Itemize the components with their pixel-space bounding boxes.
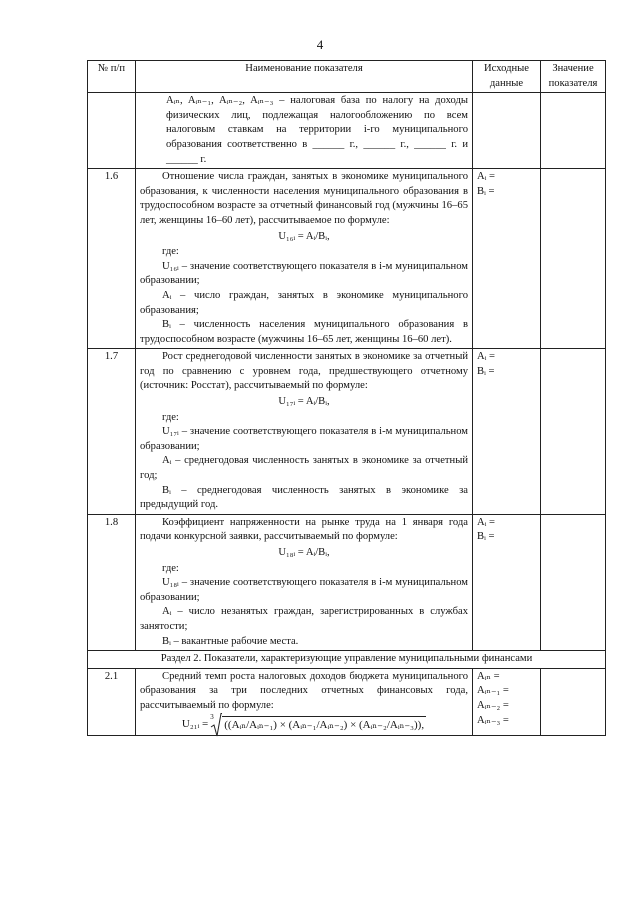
indicator-formula: U₁₇ᵢ = Aᵢ/Bᵢ, — [278, 396, 330, 408]
source-ain-1: Aᵢₙ₋₁ = — [477, 685, 509, 697]
definition-b: Bᵢ – численность населения муниципального образования в трудоспособном возрасте (мужчины 16–65 лет, женщины 16–60 лет). — [140, 319, 468, 345]
definition-u: U₁₇ᵢ – значение соответствующего показателя в i-м муниципальном образовании; — [140, 426, 468, 452]
row-number: 1.8 — [88, 514, 136, 650]
source-data-cell — [473, 169, 541, 349]
definition-u: U₁₈ᵢ – значение соответствующего показателя в i-м муниципальном образовании; — [140, 577, 468, 603]
where-label: где: — [162, 411, 179, 423]
source-data-cell — [473, 349, 541, 515]
indicator-description: Коэффициент напряженности на рынке труда на 1 января года подачи конкурсной заявки, рассчитываемый по формуле: — [140, 516, 468, 543]
value-cell — [541, 169, 606, 349]
root-index: 3 — [210, 712, 214, 721]
source-ain-2: Aᵢₙ₋₂ = — [477, 699, 509, 711]
indicator-cell — [136, 514, 473, 650]
indicator-cell — [136, 169, 473, 349]
source-a: Aᵢ = — [477, 171, 496, 183]
table-row — [88, 349, 606, 515]
indicator-cell — [136, 668, 473, 735]
definition-a: Aᵢ – число незанятых граждан, зарегистрированных в службах занятости; — [140, 606, 468, 632]
indicator-cell — [136, 349, 473, 515]
formula-radicand: ((Aᵢₙ/Aᵢₙ₋₁) × (Aᵢₙ₋₁/Aᵢₙ₋₂) × (Aᵢₙ₋₂/Aᵢₙ₋₃)), — [222, 716, 426, 733]
table-header-row — [88, 61, 606, 93]
cube-root — [210, 712, 426, 733]
table-row — [88, 169, 606, 349]
where-label: где: — [162, 246, 179, 258]
header-name: Наименование показателя — [136, 61, 473, 93]
definition-b: Bᵢ – вакантные рабочие места. — [162, 635, 299, 647]
source-b: Bᵢ = — [477, 185, 495, 197]
where-label: где: — [162, 562, 179, 574]
indicator-formula: U₁₆ᵢ = Aᵢ/Bᵢ, — [278, 230, 330, 242]
indicator-description: Отношение числа граждан, занятых в экономике муниципального образования, к численности населения муниципального образования в трудоспособном возрасте за отчетный финансовый год (мужчины 16–65 лет, женщины 16–60 лет), рассчитываемое по формуле: — [140, 171, 468, 226]
radical-sign-icon — [210, 713, 222, 737]
section-header-row — [88, 651, 606, 669]
definition-b: Bᵢ – среднегодовая численность занятых в экономике за предыдущий год. — [140, 484, 468, 511]
source-ain: Aᵢₙ = — [477, 670, 500, 682]
header-num: № п/п — [88, 61, 136, 93]
header-value: Значение показателя — [541, 61, 606, 93]
indicator-description: Рост среднегодовой численности занятых в экономике за отчетный год по сравнению с уровнем года, предшествующего отчетному (источник: Росстат), рассчитываемый по формуле: — [140, 351, 468, 392]
table-row — [88, 668, 606, 735]
indicator-formula — [140, 712, 468, 733]
row-number: 1.7 — [88, 349, 136, 515]
indicators-table — [87, 60, 606, 736]
value-cell — [541, 349, 606, 515]
page-number: 4 — [316, 37, 324, 52]
section-title: Раздел 2. Показатели, характеризующие управление муниципальными финансами — [88, 651, 606, 669]
header-source: Исходные данные — [473, 61, 541, 93]
source-b: Bᵢ = — [477, 365, 495, 377]
table-row — [88, 93, 606, 169]
definition-a: Aᵢ – среднегодовая численность занятых в экономике за отчетный год; — [140, 455, 468, 482]
source-ain-3: Aᵢₙ₋₃ = — [477, 714, 509, 726]
source-data-cell — [473, 668, 541, 735]
value-cell — [541, 668, 606, 735]
table-row — [88, 514, 606, 650]
source-b: Bᵢ = — [477, 531, 495, 543]
row-number: 2.1 — [88, 668, 136, 735]
source-a: Aᵢ = — [477, 351, 496, 363]
indicator-description: Aᵢₙ, Aᵢₙ₋₁, Aᵢₙ₋₂, Aᵢₙ₋₃ – налоговая база по налогу на доходы физических лиц, подлежащая налогообложению по всем налоговым ставкам на территории i-го муниципального образования соответственно в ______ г., ______ г., ______ г. и ______ г. — [136, 93, 473, 169]
definition-a: Aᵢ – число граждан, занятых в экономике муниципального образования; — [140, 289, 468, 316]
definition-u: U₁₆ᵢ – значение соответствующего показателя в i-м муниципальном образовании; — [140, 260, 468, 287]
value-cell — [541, 514, 606, 650]
source-a: Aᵢ = — [477, 516, 496, 528]
formula-lhs: U₂₁ᵢ = — [181, 717, 209, 730]
source-data-cell — [473, 514, 541, 650]
row-number: 1.6 — [88, 169, 136, 349]
indicator-description: Средний темп роста налоговых доходов бюджета муниципального образования за три последних отчетных финансовых года, рассчитываемый по формуле: — [140, 670, 468, 711]
indicator-formula: U₁₈ᵢ = Aᵢ/Bᵢ, — [278, 547, 330, 558]
